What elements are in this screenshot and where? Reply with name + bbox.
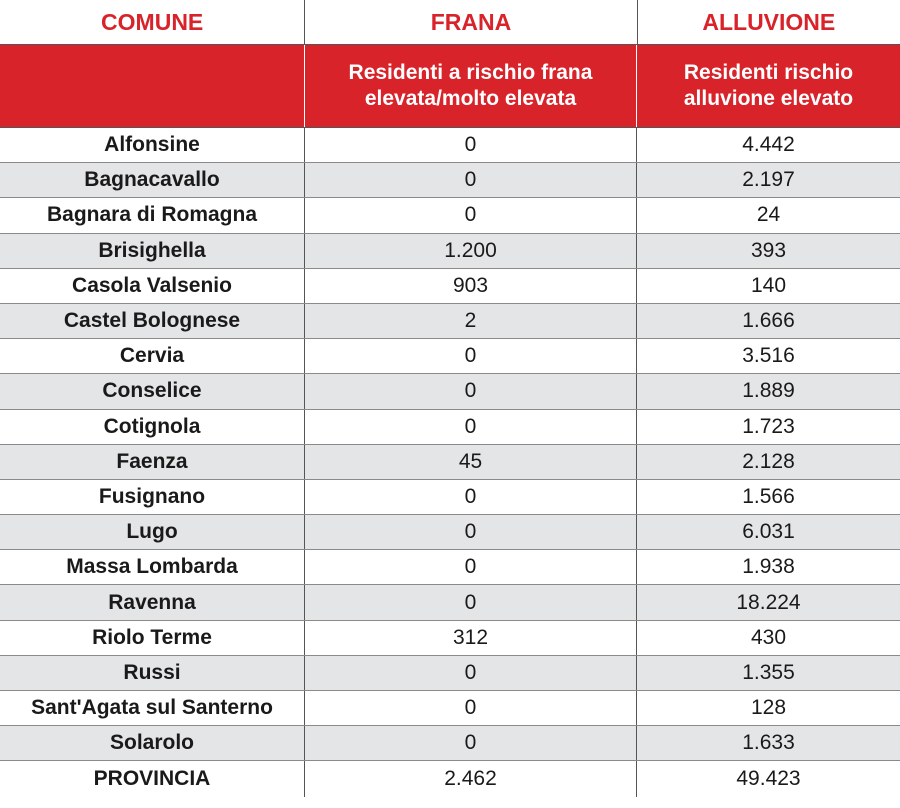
cell-frana: 2.462 xyxy=(305,761,637,796)
table-row xyxy=(0,234,900,269)
cell-alluvione: 1.566 xyxy=(742,484,795,508)
subheader-alluvione: Residenti rischio alluvione elevato xyxy=(683,60,854,110)
header-frana: FRANA xyxy=(305,0,637,44)
cell-frana: 0 xyxy=(305,339,637,373)
cell-comune: Conselice xyxy=(0,374,305,408)
table-row xyxy=(0,374,900,409)
cell-comune: Sant'Agata sul Santerno xyxy=(0,691,305,725)
table-row xyxy=(0,410,900,445)
table-row xyxy=(0,269,900,304)
cell-alluvione: 140 xyxy=(750,273,787,297)
table-row xyxy=(0,515,900,550)
cell-alluvione: 6.031 xyxy=(742,520,795,544)
cell-alluvione: 1.723 xyxy=(742,414,795,438)
cell-alluvione: 1.633 xyxy=(742,731,795,755)
table-row xyxy=(0,339,900,374)
table-row xyxy=(0,691,900,726)
cell-alluvione: 393 xyxy=(750,238,787,262)
cell-comune: Castel Bolognese xyxy=(0,304,305,338)
cell-comune: Solarolo xyxy=(0,726,305,760)
table-row xyxy=(0,163,900,198)
table-row xyxy=(0,304,900,339)
cell-comune: Ravenna xyxy=(0,585,305,619)
cell-comune: Casola Valsenio xyxy=(0,269,305,303)
cell-comune: Riolo Terme xyxy=(0,621,305,655)
table-row xyxy=(0,480,900,515)
cell-alluvione: 1.938 xyxy=(742,555,795,579)
cell-alluvione: 1.666 xyxy=(742,309,795,333)
cell-frana: 0 xyxy=(305,163,637,197)
cell-frana: 0 xyxy=(305,374,637,408)
header-alluvione: ALLUVIONE xyxy=(702,9,836,35)
cell-alluvione: 1.355 xyxy=(742,660,795,684)
cell-frana: 0 xyxy=(305,128,637,162)
subheader-frana: Residenti a rischio frana elevata/molto elevata xyxy=(305,45,637,127)
cell-alluvione: 4.442 xyxy=(742,133,795,157)
cell-frana: 0 xyxy=(305,691,637,725)
cell-frana: 2 xyxy=(305,304,637,338)
subheader-empty xyxy=(0,45,305,127)
cell-comune: Russi xyxy=(0,656,305,690)
cell-comune: Cervia xyxy=(0,339,305,373)
cell-comune: Brisighella xyxy=(0,234,305,268)
cell-alluvione: 18.224 xyxy=(736,590,801,614)
table-row xyxy=(0,726,900,761)
table-row xyxy=(0,550,900,585)
cell-frana: 0 xyxy=(305,656,637,690)
table-row xyxy=(0,621,900,656)
cell-alluvione: 430 xyxy=(750,625,787,649)
cell-comune: PROVINCIA xyxy=(0,761,305,796)
cell-frana: 0 xyxy=(305,726,637,760)
cell-frana: 0 xyxy=(305,585,637,619)
column-group-header xyxy=(0,0,900,44)
table-row xyxy=(0,585,900,620)
cell-alluvione: 24 xyxy=(756,203,781,227)
cell-alluvione: 2.128 xyxy=(742,449,795,473)
cell-frana: 0 xyxy=(305,480,637,514)
cell-comune: Bagnara di Romagna xyxy=(0,198,305,232)
cell-comune: Faenza xyxy=(0,445,305,479)
cell-comune: Fusignano xyxy=(0,480,305,514)
cell-frana: 312 xyxy=(305,621,637,655)
cell-frana: 903 xyxy=(305,269,637,303)
table-row xyxy=(0,445,900,480)
cell-frana: 1.200 xyxy=(305,234,637,268)
cell-alluvione: 3.516 xyxy=(742,344,795,368)
cell-alluvione: 128 xyxy=(750,696,787,720)
cell-frana: 0 xyxy=(305,198,637,232)
cell-frana: 0 xyxy=(305,550,637,584)
header-comune: COMUNE xyxy=(0,0,305,44)
table-body xyxy=(0,127,900,797)
table-row xyxy=(0,128,900,163)
column-subheader xyxy=(0,44,900,127)
cell-comune: Lugo xyxy=(0,515,305,549)
cell-comune: Bagnacavallo xyxy=(0,163,305,197)
cell-frana: 45 xyxy=(305,445,637,479)
cell-frana: 0 xyxy=(305,515,637,549)
total-row xyxy=(0,761,900,796)
cell-alluvione: 2.197 xyxy=(742,168,795,192)
cell-comune: Massa Lombarda xyxy=(0,550,305,584)
cell-comune: Cotignola xyxy=(0,410,305,444)
cell-comune: Alfonsine xyxy=(0,128,305,162)
cell-alluvione: 49.423 xyxy=(736,766,801,790)
table-row xyxy=(0,198,900,233)
table-row xyxy=(0,656,900,691)
cell-frana: 0 xyxy=(305,410,637,444)
cell-alluvione: 1.889 xyxy=(742,379,795,403)
